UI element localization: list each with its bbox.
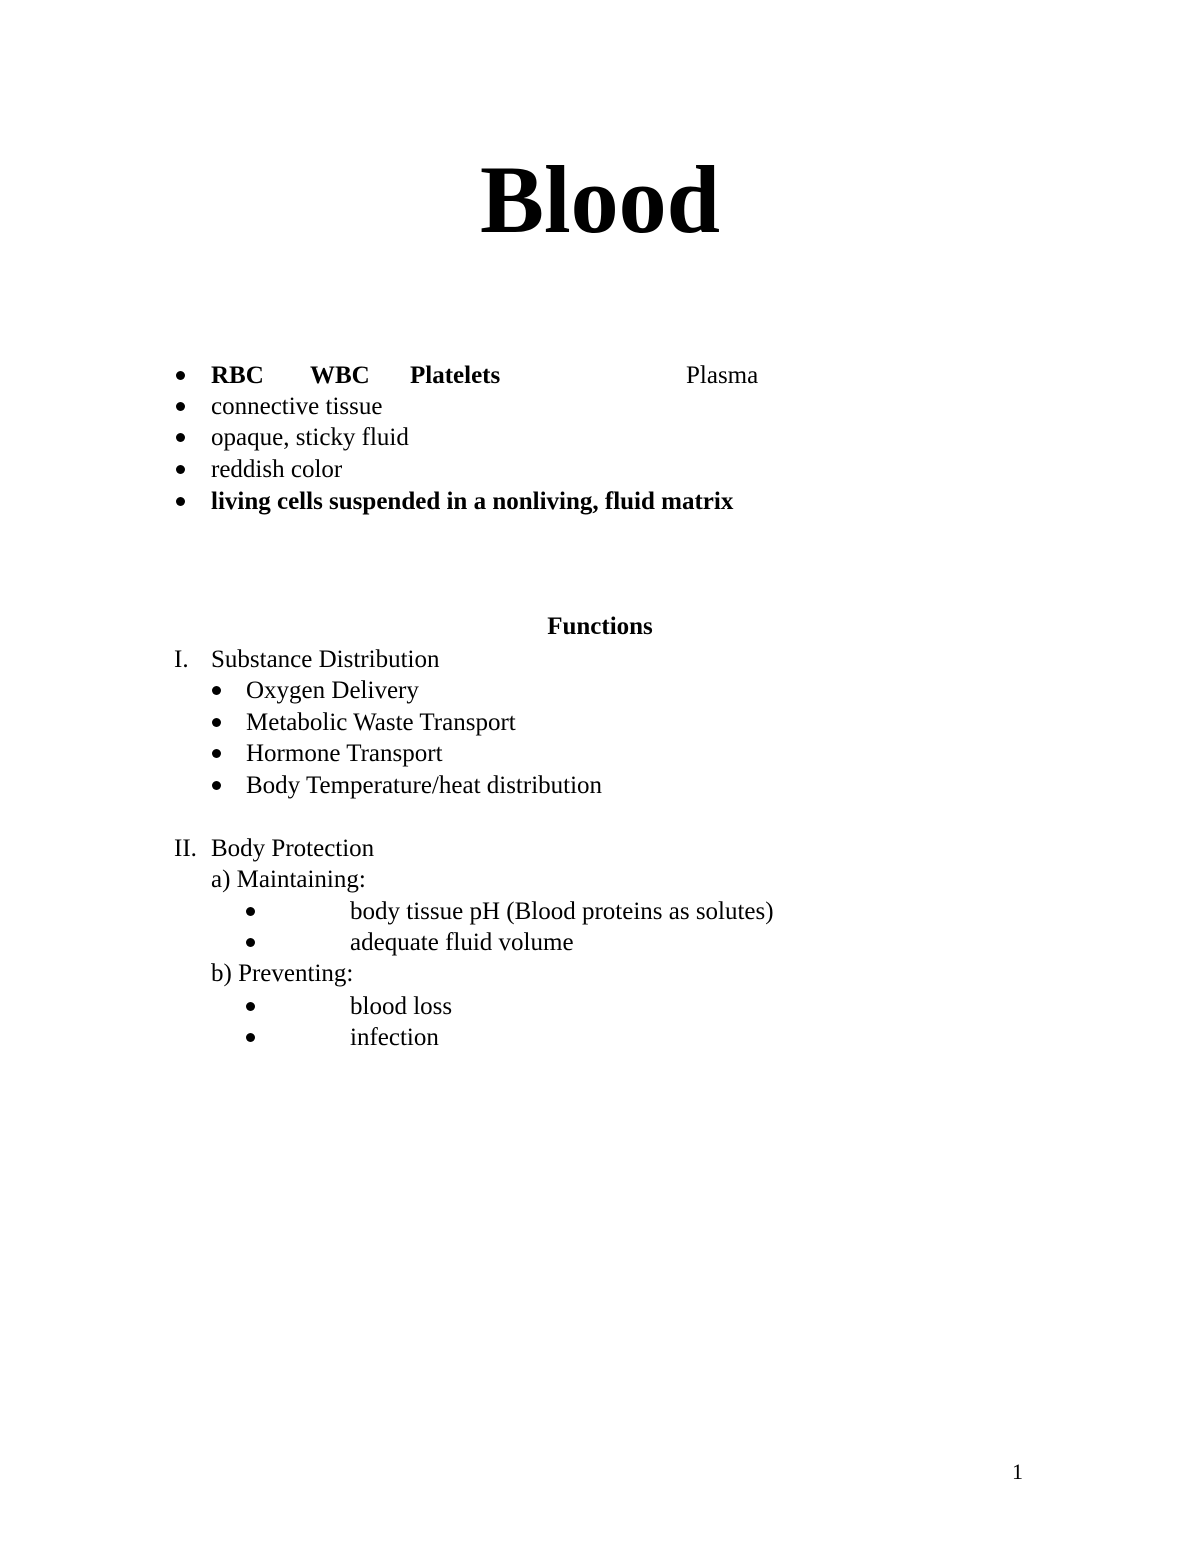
section-label: Substance Distribution — [211, 646, 440, 673]
subsection-label: a) Maintaining: — [211, 866, 366, 893]
component-platelets: Platelets — [410, 362, 501, 389]
subsection-label: b) Preventing: — [211, 960, 354, 987]
overview-item: living cells suspended in a nonliving, fluid matrix — [211, 488, 734, 515]
bullet-icon — [212, 718, 221, 727]
function-item: Body Temperature/heat distribution — [246, 772, 603, 799]
bullet-icon — [176, 465, 185, 474]
bullet-icon — [246, 907, 255, 916]
functions-heading: Functions — [547, 613, 653, 640]
component-rbc: RBC — [211, 362, 264, 389]
function-item: Metabolic Waste Transport — [246, 709, 516, 736]
bullet-icon — [176, 402, 185, 411]
protection-item: blood loss — [350, 993, 453, 1020]
protection-item: adequate fluid volume — [350, 929, 574, 956]
bullet-icon — [176, 433, 185, 442]
overview-item: reddish color — [211, 456, 343, 483]
page-number: 1 — [1012, 1459, 1023, 1484]
protection-item: body tissue pH (Blood proteins as solutes) — [350, 898, 774, 925]
bullet-icon — [212, 781, 221, 790]
component-plasma: Plasma — [686, 362, 759, 389]
bullet-icon — [246, 938, 255, 947]
bullet-icon — [212, 749, 221, 758]
bullet-icon — [176, 371, 185, 380]
component-wbc: WBC — [310, 362, 370, 389]
bullet-icon — [176, 497, 185, 506]
section-numeral: II. — [174, 835, 197, 862]
bullet-icon — [246, 1033, 255, 1042]
protection-item: infection — [350, 1024, 439, 1051]
section-label: Body Protection — [211, 835, 375, 862]
overview-item: connective tissue — [211, 393, 383, 420]
overview-item: opaque, sticky fluid — [211, 424, 409, 451]
function-item: Hormone Transport — [246, 740, 443, 767]
bullet-icon — [212, 686, 221, 695]
section-numeral: I. — [174, 646, 189, 673]
function-item: Oxygen Delivery — [246, 677, 419, 704]
page-title: Blood — [479, 146, 721, 253]
bullet-icon — [246, 1002, 255, 1011]
